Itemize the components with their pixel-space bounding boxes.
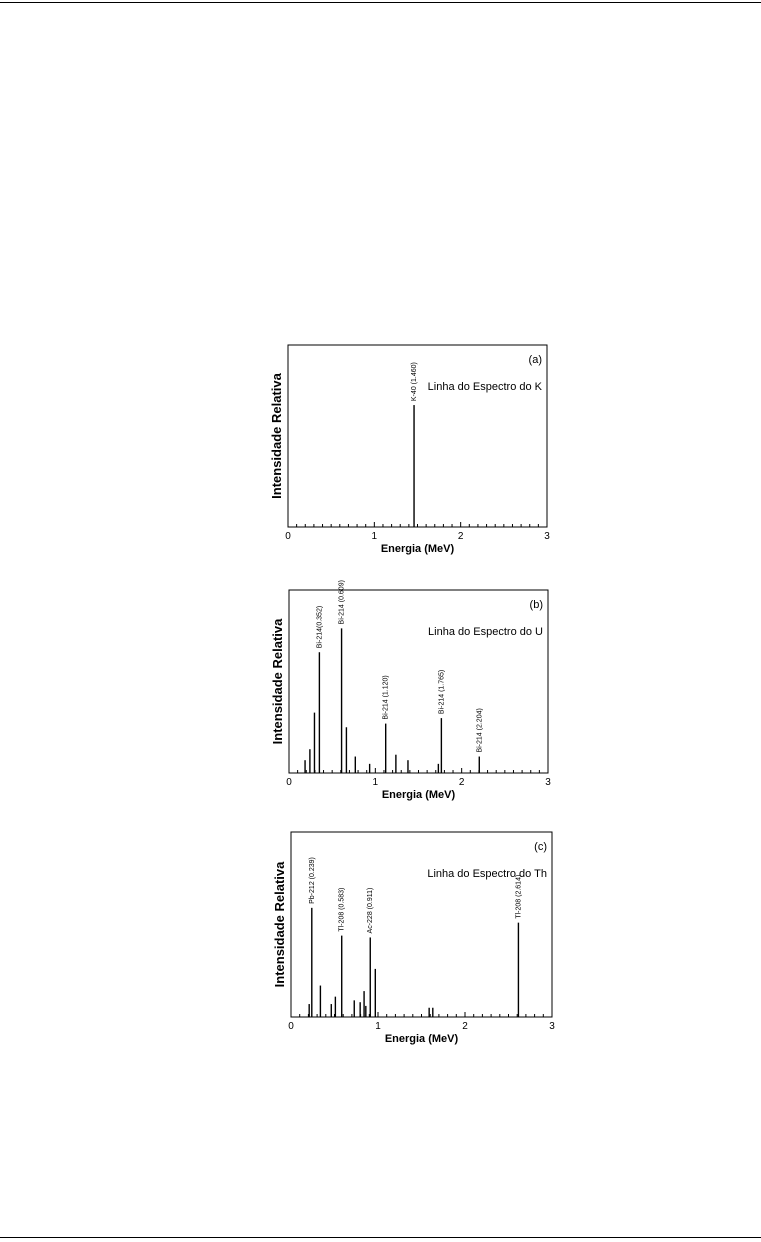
chart-title: Linha do Espectro do K [427, 381, 542, 393]
x-axis-label: Energia (MeV) [381, 789, 456, 801]
line-label: Bi-214 (0.609) [338, 580, 346, 625]
line-label: Ac-228 (0.911) [367, 887, 375, 934]
chart-title: Linha do Espectro do U [428, 626, 543, 638]
x-axis-label: Energia (MeV) [380, 543, 455, 555]
y-axis-label: Intensidade Relativa [269, 373, 284, 499]
y-axis-label: Intensidade Relativa [270, 618, 285, 745]
panel-letter: (a) [528, 354, 542, 366]
x-tick-label: 0 [286, 777, 292, 788]
x-axis-label: Energia (MeV) [384, 1033, 459, 1045]
chart-panel-1 [270, 580, 551, 801]
chart-title: Linha do Espectro do Th [427, 868, 547, 880]
x-tick-label: 1 [371, 531, 378, 542]
line-label: Bi-214(0.352) [316, 605, 324, 649]
line-label: Bi-214 (2.204) [476, 708, 484, 753]
x-tick-label: 3 [544, 531, 550, 542]
plot-frame [289, 590, 548, 773]
x-tick-label: 2 [458, 777, 465, 788]
panel-letter: (b) [529, 599, 543, 611]
panel-letter: (c) [534, 841, 547, 853]
x-tick-label: 0 [285, 531, 291, 542]
x-tick-label: 3 [545, 777, 551, 788]
line-label: Bi-214 (1.765) [438, 669, 446, 715]
line-label: Tl-208 (0.583) [338, 887, 346, 932]
chart-panel-0 [269, 345, 550, 555]
line-label: Pb-212 (0.239) [308, 857, 316, 904]
chart-panel-2 [272, 832, 555, 1045]
line-label: K-40 (1.460) [411, 362, 419, 402]
x-tick-label: 0 [288, 1021, 294, 1032]
line-label: Tl-208 (2.614) [515, 874, 523, 919]
x-tick-label: 1 [372, 777, 379, 788]
x-tick-label: 2 [457, 531, 464, 542]
x-tick-label: 2 [462, 1021, 468, 1032]
x-tick-label: 1 [375, 1021, 381, 1032]
y-axis-label: Intensidade Relativa [272, 861, 287, 988]
x-tick-label: 3 [549, 1021, 555, 1032]
plot-frame [291, 832, 552, 1017]
line-label: Bi-214 (1.120) [382, 675, 390, 720]
